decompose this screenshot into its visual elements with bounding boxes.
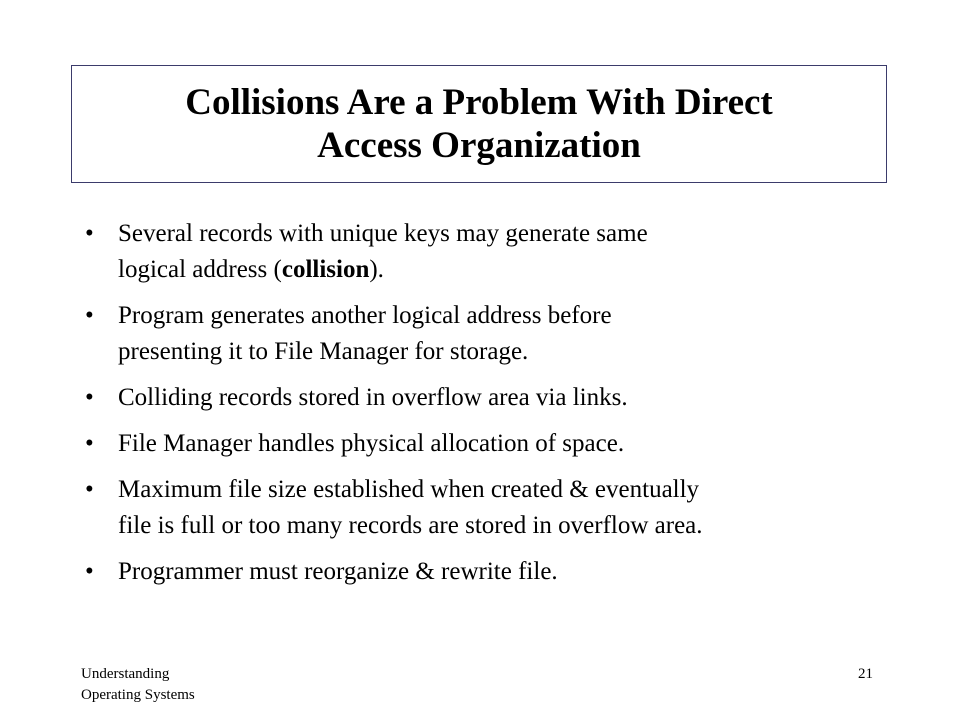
bullet-dot: • <box>85 220 94 247</box>
bullet-text: logical address ( <box>118 256 282 283</box>
bullet-text-line: Maximum file size established when created & eventually <box>118 476 700 503</box>
slide-title-line-1: Collisions Are a Problem With Direct <box>185 82 773 123</box>
bullet-text: Several records with unique keys may generate same <box>118 220 648 247</box>
bullet-item <box>85 426 885 462</box>
bullet-item <box>85 472 885 544</box>
bullet-item <box>85 380 885 416</box>
bullet-dot: • <box>85 384 94 411</box>
bullet-text-line: Program generates another logical address before <box>118 302 612 329</box>
footer-line-2: Operating Systems <box>81 687 195 703</box>
page-number: 21 <box>858 666 873 682</box>
bullet-text-line <box>118 252 885 288</box>
slide-title-line-2: Access Organization <box>317 125 641 166</box>
bullet-text-line <box>118 216 885 252</box>
footer-course-title <box>81 664 195 706</box>
bullet-dot: • <box>85 558 94 585</box>
bullet-text-line: file is full or too many records are stored in overflow area. <box>118 512 703 539</box>
bullet-list <box>85 216 885 600</box>
bullet-dot: • <box>85 476 94 503</box>
bullet-text-line: Colliding records stored in overflow area via links. <box>118 384 628 411</box>
bullet-item <box>85 216 885 288</box>
bullet-text-line: Programmer must reorganize & rewrite file. <box>118 558 558 585</box>
bullet-text-line: presenting it to File Manager for storage. <box>118 338 529 365</box>
footer-line-1: Understanding <box>81 666 170 682</box>
bullet-item <box>85 298 885 370</box>
bullet-text: ). <box>369 256 384 283</box>
collision-term: collision <box>281 256 370 283</box>
bullet-dot: • <box>85 430 94 457</box>
bullet-text-line: File Manager handles physical allocation of space. <box>118 430 625 457</box>
bullet-item <box>85 554 885 590</box>
bullet-dot: • <box>85 302 94 329</box>
slide-title-box <box>71 65 887 183</box>
